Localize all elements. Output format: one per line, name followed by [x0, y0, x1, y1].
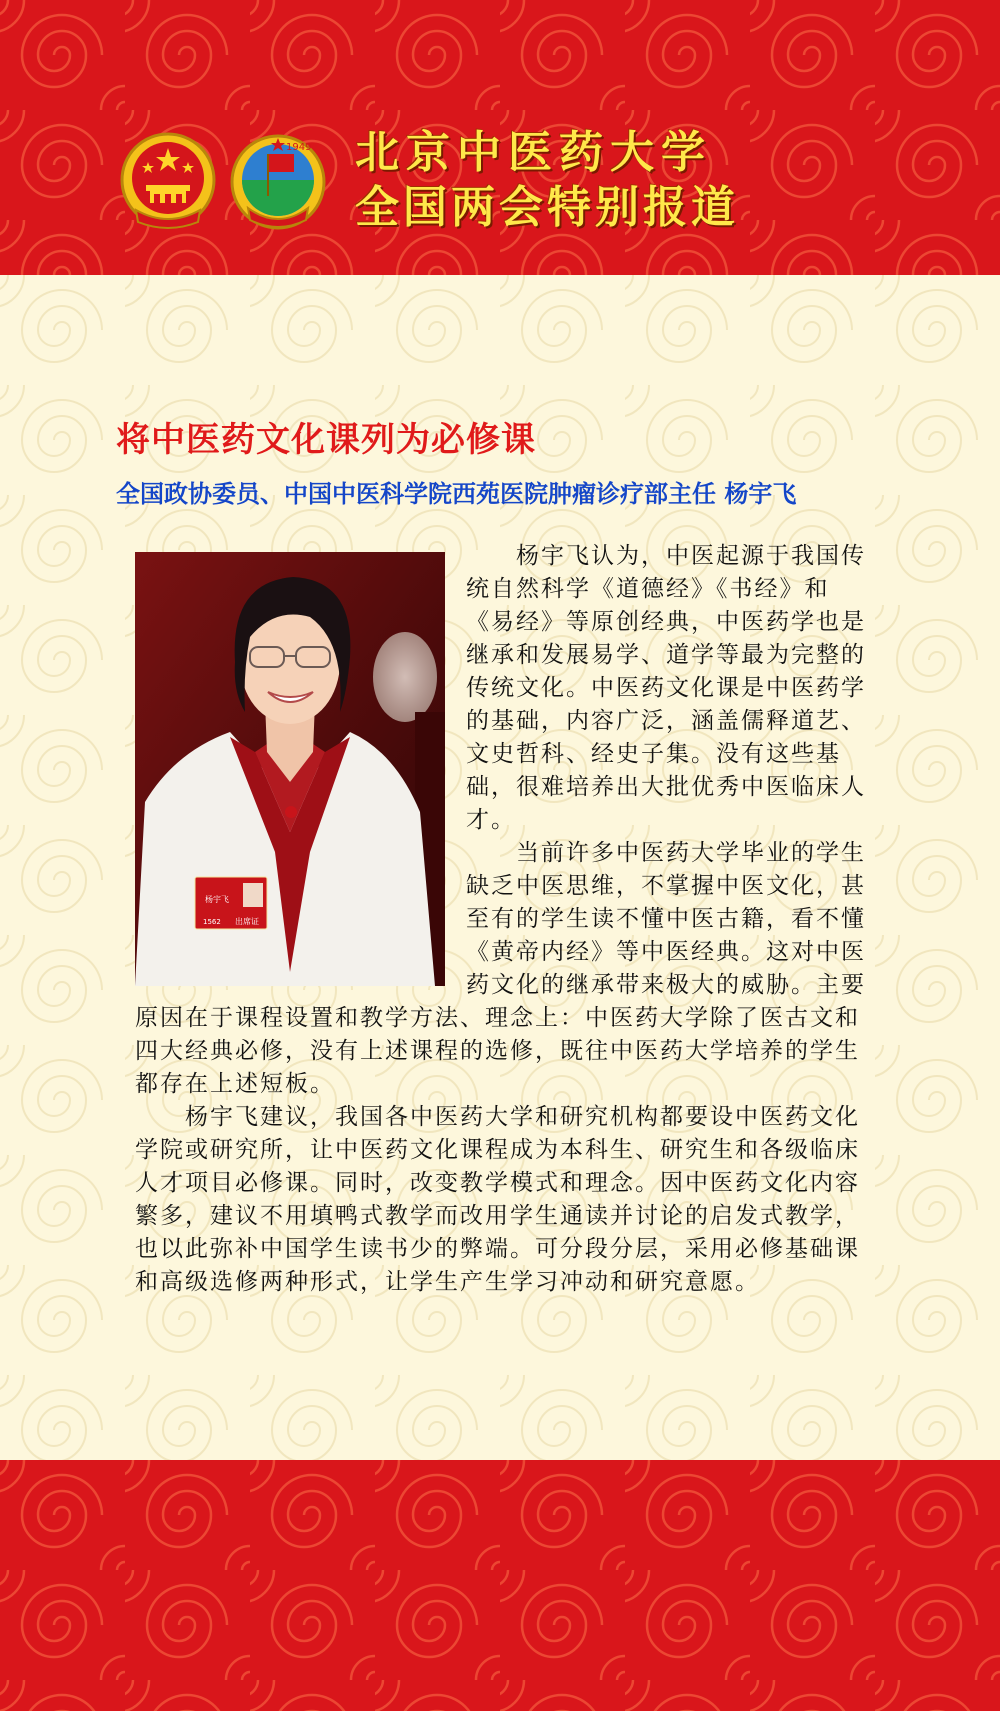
text-line: 也以此弥补中国学生读书少的弊端。可分段分层，采用必修基础课 — [135, 1236, 860, 1262]
badge-name: 杨宇飞 — [205, 895, 229, 904]
portrait-photo — [135, 552, 445, 986]
text-line: 繁多，建议不用填鸭式教学而改用学生通读并讨论的启发式教学， — [135, 1203, 860, 1229]
text-line: 的基础，内容广泛，涵盖儒释道艺、 — [466, 708, 866, 734]
header-title-line1: 北京中医药大学 — [355, 127, 712, 178]
emblem-year-text: 1949 — [286, 142, 312, 153]
text-line: 缺乏中医思维，不掌握中医文化，甚 — [466, 873, 866, 899]
cppcc-emblem-icon — [228, 130, 328, 235]
article-headline: 将中医药文化课列为必修课 — [116, 420, 536, 460]
text-line: 和高级选修两种形式，让学生产生学习冲动和研究意愿。 — [135, 1269, 760, 1295]
article-paragraph-1-wrap — [466, 540, 896, 1002]
badge-number: 1562 — [203, 918, 221, 926]
text-line: 《易经》等原创经典，中医药学也是 — [466, 609, 866, 635]
text-line: 《黄帝内经》等中医经典。这对中医 — [466, 939, 866, 965]
national-emblem-icon — [118, 130, 218, 235]
text-line: 当前许多中医药大学毕业的学生 — [516, 840, 866, 866]
text-line: 继承和发展易学、道学等最为完整的 — [466, 642, 866, 668]
footer-band — [0, 1460, 1000, 1711]
swirl-pattern-bottom — [0, 1460, 1000, 1711]
text-line: 础，很难培养出大批优秀中医临床人 — [466, 774, 866, 800]
text-line: 原因在于课程设置和教学方法、理念上：中医药大学除了医古文和 — [135, 1005, 860, 1031]
text-line: 传统文化。中医药文化课是中医药学 — [466, 675, 866, 701]
header-title-line2: 全国两会特别报道 — [355, 182, 739, 233]
text-line: 学院或研究所，让中医药文化课程成为本科生、研究生和各级临床 — [135, 1137, 860, 1163]
article-subhead: 全国政协委员、中国中医科学院西苑医院肿瘤诊疗部主任 杨宇飞 — [116, 480, 797, 508]
text-line: 文史哲科、经史子集。没有这些基 — [466, 741, 841, 767]
text-line: 统自然科学《道德经》《书经》和 — [466, 576, 830, 602]
text-line: 人才项目必修课。同时，改变教学模式和理念。因中医药文化内容 — [135, 1170, 860, 1196]
text-line: 四大经典必修，没有上述课程的选修，既往中医药大学培养的学生 — [135, 1038, 860, 1064]
badge-label: 出席证 — [235, 917, 259, 926]
text-line: 至有的学生读不懂中医古籍，看不懂 — [466, 906, 866, 932]
text-line: 才。 — [466, 807, 516, 833]
text-line: 杨宇飞认为，中医起源于我国传 — [516, 543, 866, 569]
text-line: 杨宇飞建议，我国各中医药大学和研究机构都要设中医药文化 — [185, 1104, 860, 1130]
article-paragraph-2-wrap — [135, 1002, 897, 1299]
text-line: 药文化的继承带来极大的威胁。主要 — [466, 972, 866, 998]
text-line: 都存在上述短板。 — [135, 1071, 335, 1097]
